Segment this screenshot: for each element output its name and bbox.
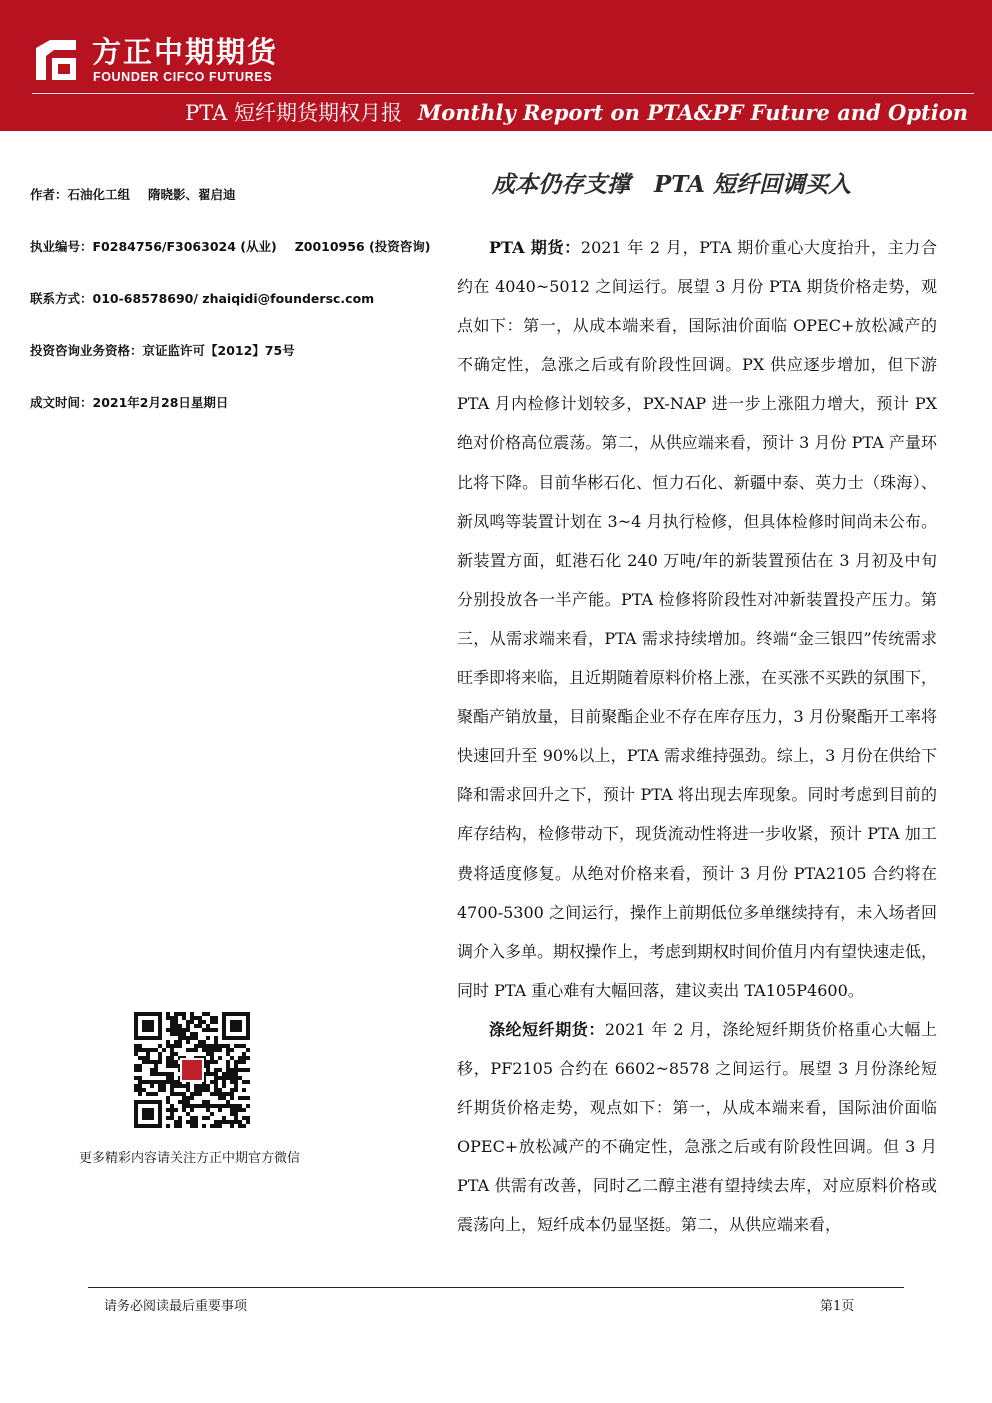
qr-center-logo-icon — [182, 1060, 202, 1080]
wechat-qr-code — [134, 1012, 250, 1128]
license-value: F0284756/F3063024 (从业) — [92, 239, 277, 254]
author-row — [30, 185, 236, 203]
author-label: 作者： — [30, 187, 68, 202]
article-title — [492, 166, 851, 199]
brand-name-cn: 方正中期期货 — [92, 35, 279, 69]
date-label: 成文时间： — [30, 395, 93, 410]
article-title-part2: PTA 短纤回调买入 — [654, 171, 852, 198]
founder-logo-icon — [32, 36, 80, 84]
date-row — [30, 393, 228, 411]
contact-row — [30, 289, 374, 307]
paragraph-pf — [457, 1010, 937, 1245]
contact-value: 010-68578690/ zhaiqidi@foundersc.com — [92, 291, 375, 306]
report-title-en: Monthly Report on PTA&PF Future and Option — [418, 100, 968, 125]
paragraph-pta-lead: PTA 期货： — [489, 238, 581, 257]
license-value-2: Z0010956 (投资咨询) — [294, 239, 431, 254]
page-number: 第1页 — [820, 1299, 855, 1314]
license-label: 执业编号： — [30, 239, 93, 254]
contact-label: 联系方式： — [30, 291, 93, 306]
article-title-part1: 成本仍存支撑 — [492, 171, 630, 198]
qualification-row — [30, 341, 295, 359]
paragraph-pta — [457, 228, 937, 1010]
report-title-cn: PTA 短纤期货期权月报 — [185, 101, 402, 125]
footer-divider — [88, 1287, 904, 1288]
paragraph-pta-text: 2021 年 2 月，PTA 期价重心大度抬升，主力合约在 4040~5012 之间运行。展望 3 月份 PTA 期货价格走势，观点如下：第一，从成本端来看，国际油价面临 OPEC+放松减产的不确定性，急涨之后或有阶段性回调。PX 供应逐步增加，但下游 PTA 月内检修计划较多，PX-NAP 进一步上涨阻力增大，预计 PX 绝对价格高位震荡。第二，从供应端来看，预计 3 月份 PTA 产量环比将下降。目前华彬石化、恒力石化、新疆中泰、英力士（珠海）、新凤鸣等装置计划在 3~4 月执行检修，但具体检修时间尚未公布。新装置方面，虹港石化 240 万吨/年的新装置预估在 3 月初及中旬分别投放各一半产能。PTA 检修将阶段性对冲新装置投产压力。第三，从需求端来看，PTA 需求持续增加。终端“金三银四”传统需求旺季即将来临，且近期随着原料价格上涨，在买涨不买跌的氛围下，聚酯产销放量，目前聚酯企业不存在库存压力，3 月份聚酯开工率将快速回升至 90%以上，PTA 需求维持强劲。综上，3 月份在供给下降和需求回升之下，预计 PTA 将出现去库现象。同时考虑到目前的库存结构，检修带动下，现货流动性将进一步收紧，预计 PTA 加工费将适度修复。从绝对价格来看，预计 3 月份 PTA2105 合约将在 4700-5300 之间运行，操作上前期低位多单继续持有，未入场者回调介入多单。期权操作上，考虑到期权时间价值月内有望快速走低，同时 PTA 重心难有大幅回落，建议卖出 TA105P4600。 — [457, 238, 938, 1000]
header-divider — [32, 93, 974, 94]
article-body — [457, 228, 937, 1244]
report-title — [185, 97, 968, 127]
brand-name-en: FOUNDER CIFCO FUTURES — [93, 70, 273, 84]
qr-caption: 更多精彩内容请关注方正中期官方微信 — [79, 1151, 301, 1166]
paragraph-pf-text: 2021 年 2 月，涤纶短纤期货价格重心大幅上移，PF2105 合约在 6602~8578 之间运行。展望 3 月份涤纶短纤期货价格走势，观点如下：第一，从成本端来看，国际油价面临 OPEC+放松减产的不确定性，急涨之后或有阶段性回调。但 3 月 PTA 供需有改善，同时乙二醇主港有望持续去库，对应原料价格或震荡向上，短纤成本仍显坚挺。第二，从供应端来看， — [457, 1019, 937, 1235]
qualification-value: 京证监许可【2012】75号 — [142, 343, 295, 358]
footer-notice: 请务必阅读最后重要事项 — [104, 1299, 248, 1314]
license-row — [30, 237, 430, 255]
paragraph-pf-lead: 涤纶短纤期货： — [489, 1019, 605, 1039]
date-value: 2021年2月28日星期日 — [92, 395, 229, 410]
author-names: 隋晓影、翟启迪 — [148, 187, 236, 202]
report-header — [0, 0, 992, 131]
author-group: 石油化工组 — [67, 187, 131, 202]
qualification-label: 投资咨询业务资格： — [30, 343, 143, 358]
